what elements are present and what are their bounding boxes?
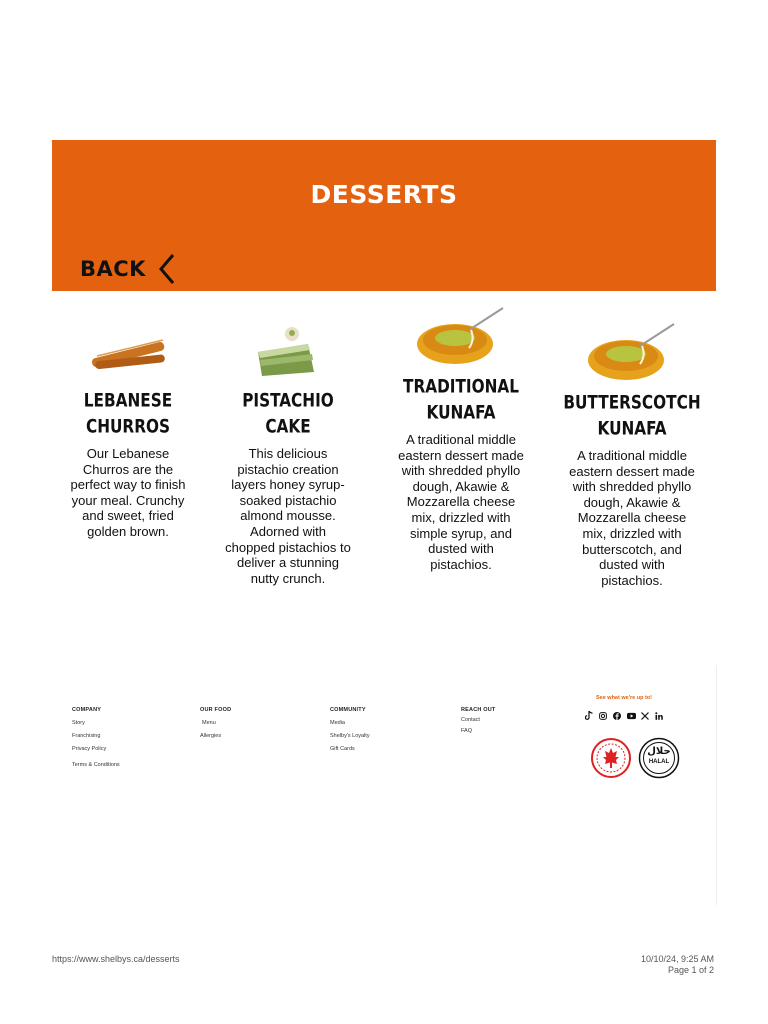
linkedin-icon[interactable] (655, 711, 664, 720)
print-page-number: Page 1 of 2 (667, 965, 714, 975)
halal-arabic: حلال (647, 746, 671, 757)
product-card-traditional-kunafa[interactable] (391, 304, 531, 572)
chevron-left-icon (158, 253, 176, 285)
footer-link-menu[interactable]: Menu (202, 720, 216, 726)
tiktok-icon[interactable] (585, 711, 594, 720)
back-label: BACK (80, 257, 146, 281)
certification-badges (590, 737, 680, 779)
halal-badge-icon (638, 737, 680, 779)
churros-image (83, 322, 173, 382)
footer-column-community (330, 707, 370, 759)
footer-column-title: COMPANY (72, 707, 102, 713)
social-tagline: See what we're up to! (595, 695, 652, 701)
print-meta (641, 954, 714, 976)
back-button[interactable] (80, 253, 176, 285)
footer-column-title: OUR FOOD (200, 707, 232, 713)
print-url: https://www.shelbys.ca/desserts (52, 954, 180, 964)
footer-column-title: REACH OUT (461, 707, 496, 713)
product-name: BUTTERSCOTCH KUNAFA (563, 392, 701, 440)
footer-link-franchising[interactable]: Franchising (72, 733, 101, 739)
kunafa-image (582, 320, 682, 384)
product-card-pistachio-cake[interactable] (218, 322, 358, 586)
footer-link-terms[interactable]: Terms & Conditions (72, 762, 120, 768)
product-description: This delicious pistachio creation layers honey syrup-soaked pistachio almond mousse. Adorned with chopped pistachios to deliver a stunning nutty crunch. (225, 446, 351, 586)
footer-link-allergies[interactable]: Allergies (200, 733, 222, 739)
footer-link-media[interactable]: Media (330, 720, 345, 726)
footer-column-company (72, 707, 120, 775)
kunafa-image (411, 304, 511, 368)
instagram-icon[interactable] (599, 711, 608, 720)
social-section (584, 695, 664, 720)
site-footer (52, 665, 717, 905)
cake-image (248, 322, 328, 382)
product-card-butterscotch-kunafa[interactable] (562, 320, 702, 588)
product-name: PISTACHIO CAKE (242, 390, 334, 438)
product-name: LEBANESE CHURROS (83, 390, 173, 438)
product-card-lebanese-churros[interactable] (58, 322, 198, 540)
product-description: A traditional middle eastern dessert made with shredded phyllo dough, Akawie & Mozzarella cheese mix, drizzled with simple syrup, and dusted with pistachios. (398, 432, 524, 572)
halal-badge (638, 737, 680, 779)
footer-column-our-food (200, 707, 231, 746)
footer-link-loyalty[interactable]: Shelby's Loyalty (330, 733, 370, 739)
product-description: Our Lebanese Churros are the perfect way to finish your meal. Crunchy and sweet, fried golden brown. (70, 446, 186, 539)
product-description: A traditional middle eastern dessert made with shredded phyllo dough, Akawie & Mozzarella cheese mix, drizzled with butterscotch, and dusted with pistachios. (569, 448, 695, 588)
footer-link-faq[interactable]: FAQ (461, 728, 473, 734)
x-icon[interactable] (641, 711, 650, 720)
footer-link-story[interactable]: Story (72, 720, 85, 726)
halal-label: HALAL (648, 759, 670, 765)
footer-column-title: COMMUNITY (330, 707, 366, 713)
facebook-icon[interactable] (613, 711, 622, 720)
footer-column-reach-out (461, 707, 496, 741)
footer-link-privacy-policy[interactable]: Privacy Policy (72, 746, 107, 752)
footer-link-contact[interactable]: Contact (461, 717, 480, 723)
print-datetime: 10/10/24, 9:25 AM (640, 954, 714, 964)
page-title: DESSERTS (310, 180, 458, 209)
footer-link-gift-cards[interactable]: Gift Cards (330, 746, 355, 752)
dessert-list (52, 300, 716, 620)
youtube-icon[interactable] (627, 711, 636, 720)
desserts-banner (52, 140, 716, 291)
canadian-badge-icon (590, 737, 632, 779)
product-name: TRADITIONAL KUNAFA (403, 376, 519, 424)
social-icons (584, 711, 664, 720)
